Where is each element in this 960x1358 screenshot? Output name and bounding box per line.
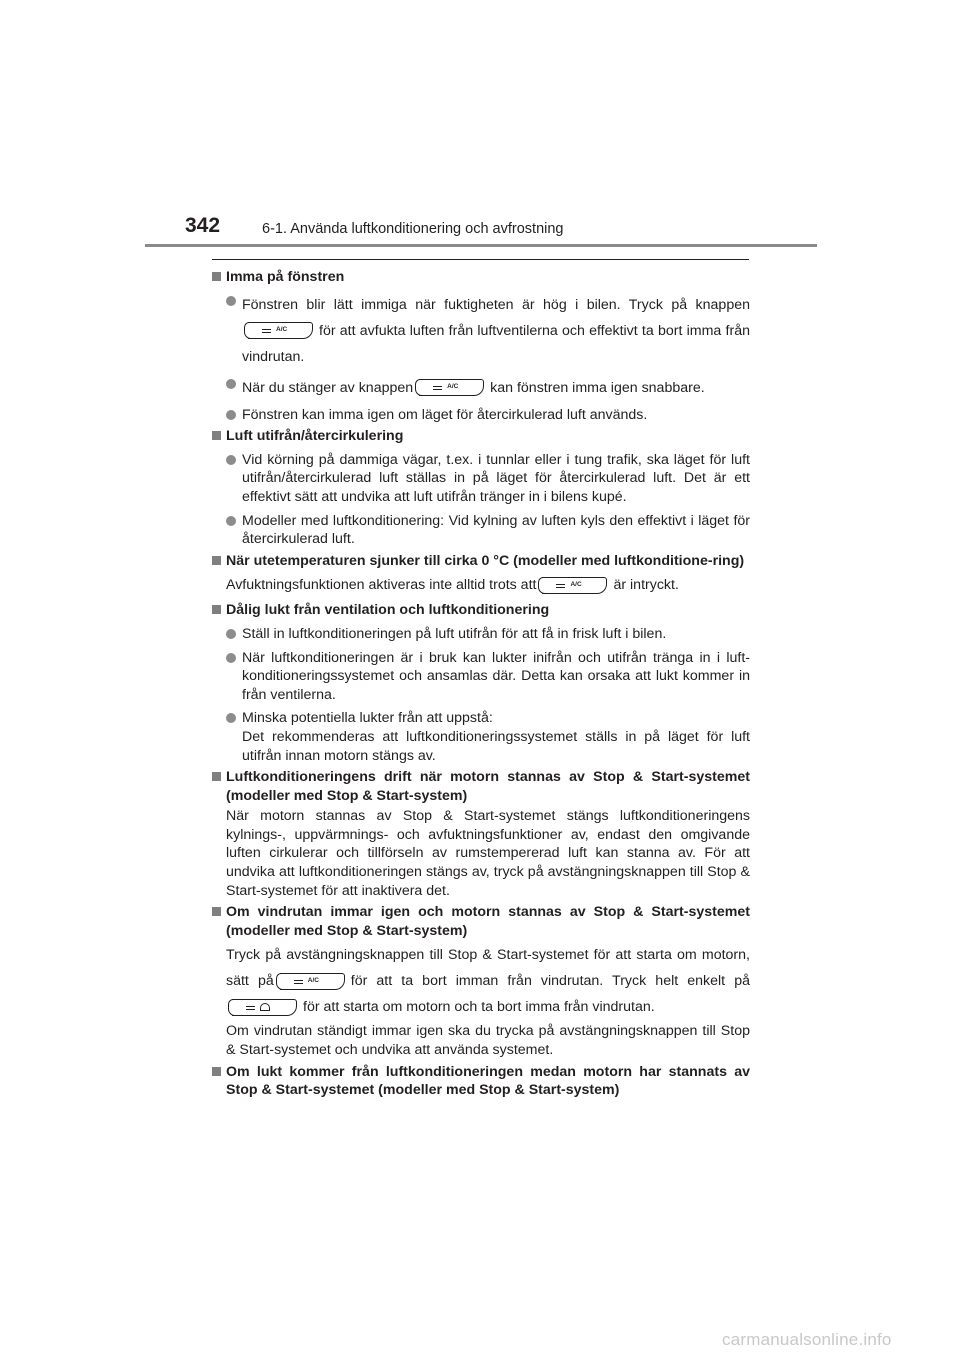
text-segment: Tryck på avstängningsknappen till Stop & Start-systemet för att starta om motorn, sätt på [226, 947, 750, 990]
paragraph [226, 572, 750, 598]
content-top-rule [212, 259, 749, 260]
item-text: Vid körning på dammiga vägar, t.ex. i tunnlar eller i tung trafik, ska läget för luft utifrån/återcirkulerad luft ställas in på läget för återcirkulerad luft. Det är ett effektivt sätt att undvika att luft utifrån tränger in i bilens kupé. [242, 451, 750, 505]
paragraph [226, 942, 750, 1020]
text-line: Det rekommenderas att luftkonditioneringssystemet ställs in på läget för luft utifrån innan motorn stängs av. [242, 728, 750, 764]
windshield-defroster-icon [260, 1003, 270, 1011]
round-bullet-icon [226, 410, 236, 420]
item-text: Modeller med luftkonditionering: Vid kylning av luften kyls den effektivt i läget för återcirkulerad luft. [242, 512, 750, 548]
section-title: Luft utifrån/återcirkulering [226, 428, 404, 445]
round-bullet-icon [226, 629, 236, 639]
section-heading [210, 601, 750, 620]
list-item [210, 406, 750, 425]
main-content [210, 265, 750, 1100]
item-text: Ställ in luftkonditioneringen på luft utifrån för att få in frisk luft i bilen. [242, 625, 667, 642]
paragraph: När motorn stannas av Stop & Start-systemet stängs luftkonditioneringens kylnings-, uppvärmnings- och avfuktningsfunktioner av, endast den omgivande luften cirkulerar och tillförseln av rumstempererad luft kan stanna av. För att undvika att luftkonditioneringen stängs av, tryck på avstängningsknappen till Stop & Start-systemet för att inaktivera det. [226, 808, 750, 899]
text-segment: för att avfukta luften från luftventilerna och effektivt ta bort imma från vindrutan. [242, 322, 750, 365]
section-title: När utetemperaturen sjunker till cirka 0 °C (modeller med luftkonditione-ring) [226, 552, 745, 569]
ac-label: A/C [570, 581, 582, 589]
section-title: Luftkonditioneringens drift när motorn stannas av Stop & Start-systemet (modeller med Stop & Start-system) [226, 769, 750, 804]
section-heading [210, 427, 750, 446]
page-number: 342 [185, 214, 221, 237]
bar-icon [294, 980, 303, 984]
square-bullet-icon [212, 431, 221, 440]
ac-button-icon [542, 577, 607, 594]
item-text [242, 709, 750, 765]
square-bullet-icon [212, 907, 221, 916]
bar-icon [246, 1006, 255, 1010]
list-item [210, 512, 750, 549]
section-odor-stop-start [210, 1063, 750, 1100]
ac-button-icon [248, 322, 313, 339]
paragraph: Om vindrutan ständigt immar igen ska du trycka på avstängningsknappen till Stop & Start-systemet och undvika att använda systemet. [226, 1023, 750, 1059]
item-text [242, 292, 750, 370]
ac-label: A/C [307, 977, 319, 985]
text-segment: kan fönstren imma igen snabbare. [490, 379, 705, 396]
bar-icon [433, 386, 442, 390]
round-bullet-icon [226, 455, 236, 465]
section-windshield-fog-stop-start [210, 903, 750, 1059]
section-heading [210, 903, 750, 940]
text-segment: När du stänger av knappen [242, 379, 414, 396]
text-segment: för att starta om motorn och ta bort imma från vindrutan. [303, 999, 655, 1016]
section-bad-odor [210, 601, 750, 765]
ac-label: A/C [447, 383, 459, 391]
list-item [210, 709, 750, 765]
round-bullet-icon [226, 379, 236, 389]
ac-label: A/C [276, 326, 288, 334]
text-segment: för att ta bort imman från vindrutan. Tryck helt enkelt på [350, 973, 750, 990]
page-header [0, 0, 960, 250]
text-segment: Fönstren blir lätt immiga när fuktigheten är hög i bilen. Tryck på knappen [242, 296, 750, 313]
section-stop-start-operation [210, 768, 750, 900]
section-outside-recirculation [210, 427, 750, 549]
list-item [210, 451, 750, 507]
item-text [242, 375, 750, 401]
ac-button-icon [280, 973, 345, 990]
bar-icon [262, 329, 271, 333]
square-bullet-icon [212, 1067, 221, 1076]
text-line: Minska potentiella lukter från att uppstå: [242, 710, 493, 727]
section-title: Dålig lukt från ventilation och luftkonditionering [226, 602, 550, 619]
square-bullet-icon [212, 605, 221, 614]
header-rule [145, 244, 817, 247]
section-heading [210, 768, 750, 805]
text-segment: är intryckt. [613, 577, 679, 594]
list-item [210, 649, 750, 705]
round-bullet-icon [226, 516, 236, 526]
square-bullet-icon [212, 556, 221, 565]
section-heading [210, 1063, 750, 1100]
watermark: carmanualsonline.info [722, 1330, 892, 1349]
list-item [210, 292, 750, 370]
section-heading [210, 552, 750, 571]
chapter-title: 6-1. Använda luftkonditionering och avfrostning [262, 221, 564, 237]
item-text: Fönstren kan imma igen om läget för återcirkulerad luft används. [242, 406, 648, 423]
ac-button-icon [419, 379, 484, 396]
square-bullet-icon [212, 272, 221, 281]
section-low-temperature [210, 552, 750, 599]
round-bullet-icon [226, 296, 236, 306]
round-bullet-icon [226, 653, 236, 663]
round-bullet-icon [226, 713, 236, 723]
section-title: Om lukt kommer från luftkonditioneringen medan motorn har stannats av Stop & Start-systemet (modeller med Stop & Start-system) [226, 1063, 750, 1099]
section-fogged-windows [210, 268, 750, 424]
bar-icon [556, 584, 565, 588]
section-title: Imma på fönstren [226, 269, 345, 285]
list-item [210, 625, 750, 644]
list-item [210, 375, 750, 401]
text-segment: Avfuktningsfunktionen aktiveras inte alltid trots att [226, 577, 537, 594]
item-text: När luftkonditioneringen är i bruk kan lukter inifrån och utifrån tränga in i luft-konditioneringssystemet och ansamlas där. Detta kan orsaka att lukt kommer in från ventilerna. [242, 649, 750, 703]
square-bullet-icon [212, 772, 221, 781]
section-title: Om vindrutan immar igen och motorn stannas av Stop & Start-systemet (modeller med Stop & Start-system) [226, 904, 750, 939]
defroster-button-icon [232, 999, 297, 1016]
section-heading [210, 268, 750, 287]
